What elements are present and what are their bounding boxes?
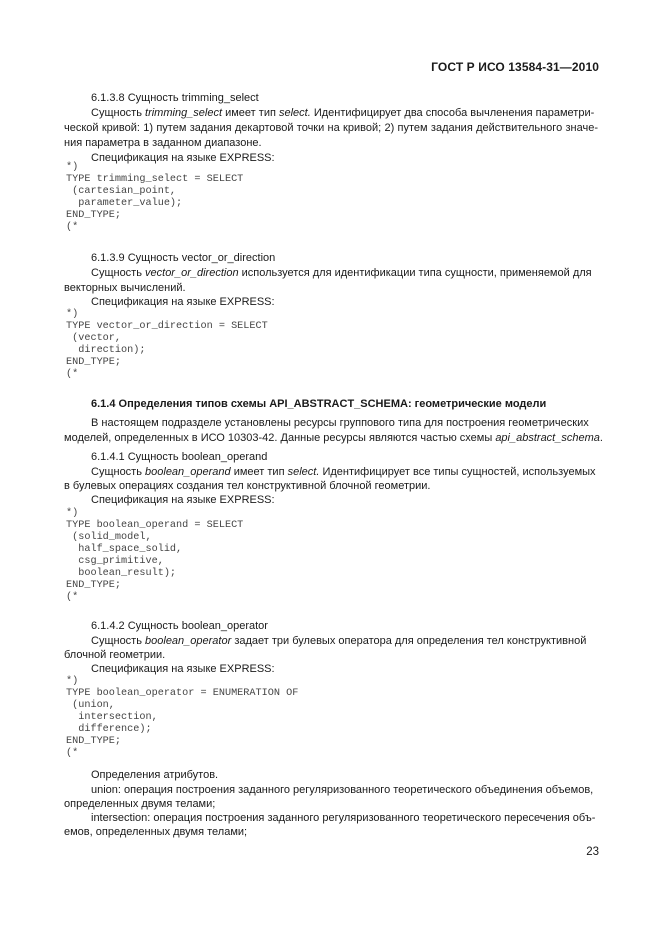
- paragraph-line: Сущность trimming_select имеет тип select. Идентифицирует два способа вычленения параметри-: [91, 107, 595, 119]
- code-block-boolean-operator: *) TYPE boolean_operator = ENUMERATION OF (union, intersection, difference); END_TYPE; (*: [66, 676, 299, 759]
- section-title-boolean-operator: 6.1.4.2 Сущность boolean_operator: [91, 620, 268, 632]
- express-spec-label: Спецификация на языке EXPRESS:: [91, 152, 275, 164]
- code-block-vector-or-direction: *) TYPE vector_or_direction = SELECT (vector, direction); END_TYPE; (*: [66, 309, 268, 380]
- express-spec-label: Спецификация на языке EXPRESS:: [91, 494, 275, 506]
- paragraph-line: в булевых операциях создания тел конструктивной блочной геометрии.: [64, 480, 431, 492]
- express-spec-label: Спецификация на языке EXPRESS:: [91, 663, 275, 675]
- attribute-intersection: intersection: операция построения заданного регуляризованного теоретического пересечения объ-: [91, 812, 596, 824]
- paragraph-line: определенных двумя телами;: [64, 798, 216, 810]
- section-title-trimming-select: 6.1.3.8 Сущность trimming_select: [91, 92, 259, 104]
- paragraph-line: В настоящем подразделе установлены ресурсы группового типа для построения геометрических: [91, 417, 589, 429]
- attributes-heading: Определения атрибутов.: [91, 769, 219, 781]
- paragraph-line: векторных вычислений.: [64, 282, 186, 294]
- code-block-boolean-operand: *) TYPE boolean_operand = SELECT (solid_model, half_space_solid, csg_primitive, boolean_result); END_TYPE; (*: [66, 508, 244, 603]
- paragraph-line: моделей, определенных в ИСО 10303-42. Данные ресурсы являются частью схемы api_abstract_schema.: [64, 432, 603, 444]
- paragraph-line: емов, определенных двумя телами;: [64, 826, 248, 838]
- page-number: 23: [586, 846, 599, 858]
- section-title-boolean-operand: 6.1.4.1 Сущность boolean_operand: [91, 451, 268, 463]
- paragraph-line: ния параметра в заданном диапазоне.: [64, 137, 262, 149]
- paragraph-line: Сущность boolean_operand имеет тип select. Идентифицирует все типы сущностей, используемых: [91, 466, 596, 478]
- paragraph-line: Сущность boolean_operator задает три булевых оператора для определения тел конструктивной: [91, 635, 587, 647]
- paragraph-line: блочной геометрии.: [64, 649, 166, 661]
- document-header: ГОСТ Р ИСО 13584-31—2010: [431, 60, 599, 74]
- subsection-title-geometric-models: 6.1.4 Определения типов схемы API_ABSTRACT_SCHEMA: геометрические модели: [91, 398, 547, 410]
- paragraph-line: Сущность vector_or_direction используется для идентификации типа сущности, применяемой для: [91, 267, 592, 279]
- paragraph-line: ческой кривой: 1) путем задания декартовой точки на кривой; 2) путем задания действительного значе-: [64, 122, 598, 134]
- express-spec-label: Спецификация на языке EXPRESS:: [91, 296, 275, 308]
- section-title-vector-or-direction: 6.1.3.9 Сущность vector_or_direction: [91, 252, 276, 264]
- code-block-trimming-select: *) TYPE trimming_select = SELECT (cartesian_point, parameter_value); END_TYPE; (*: [66, 162, 244, 233]
- attribute-union: union: операция построения заданного регуляризованного теоретического объединения объемов,: [91, 784, 594, 796]
